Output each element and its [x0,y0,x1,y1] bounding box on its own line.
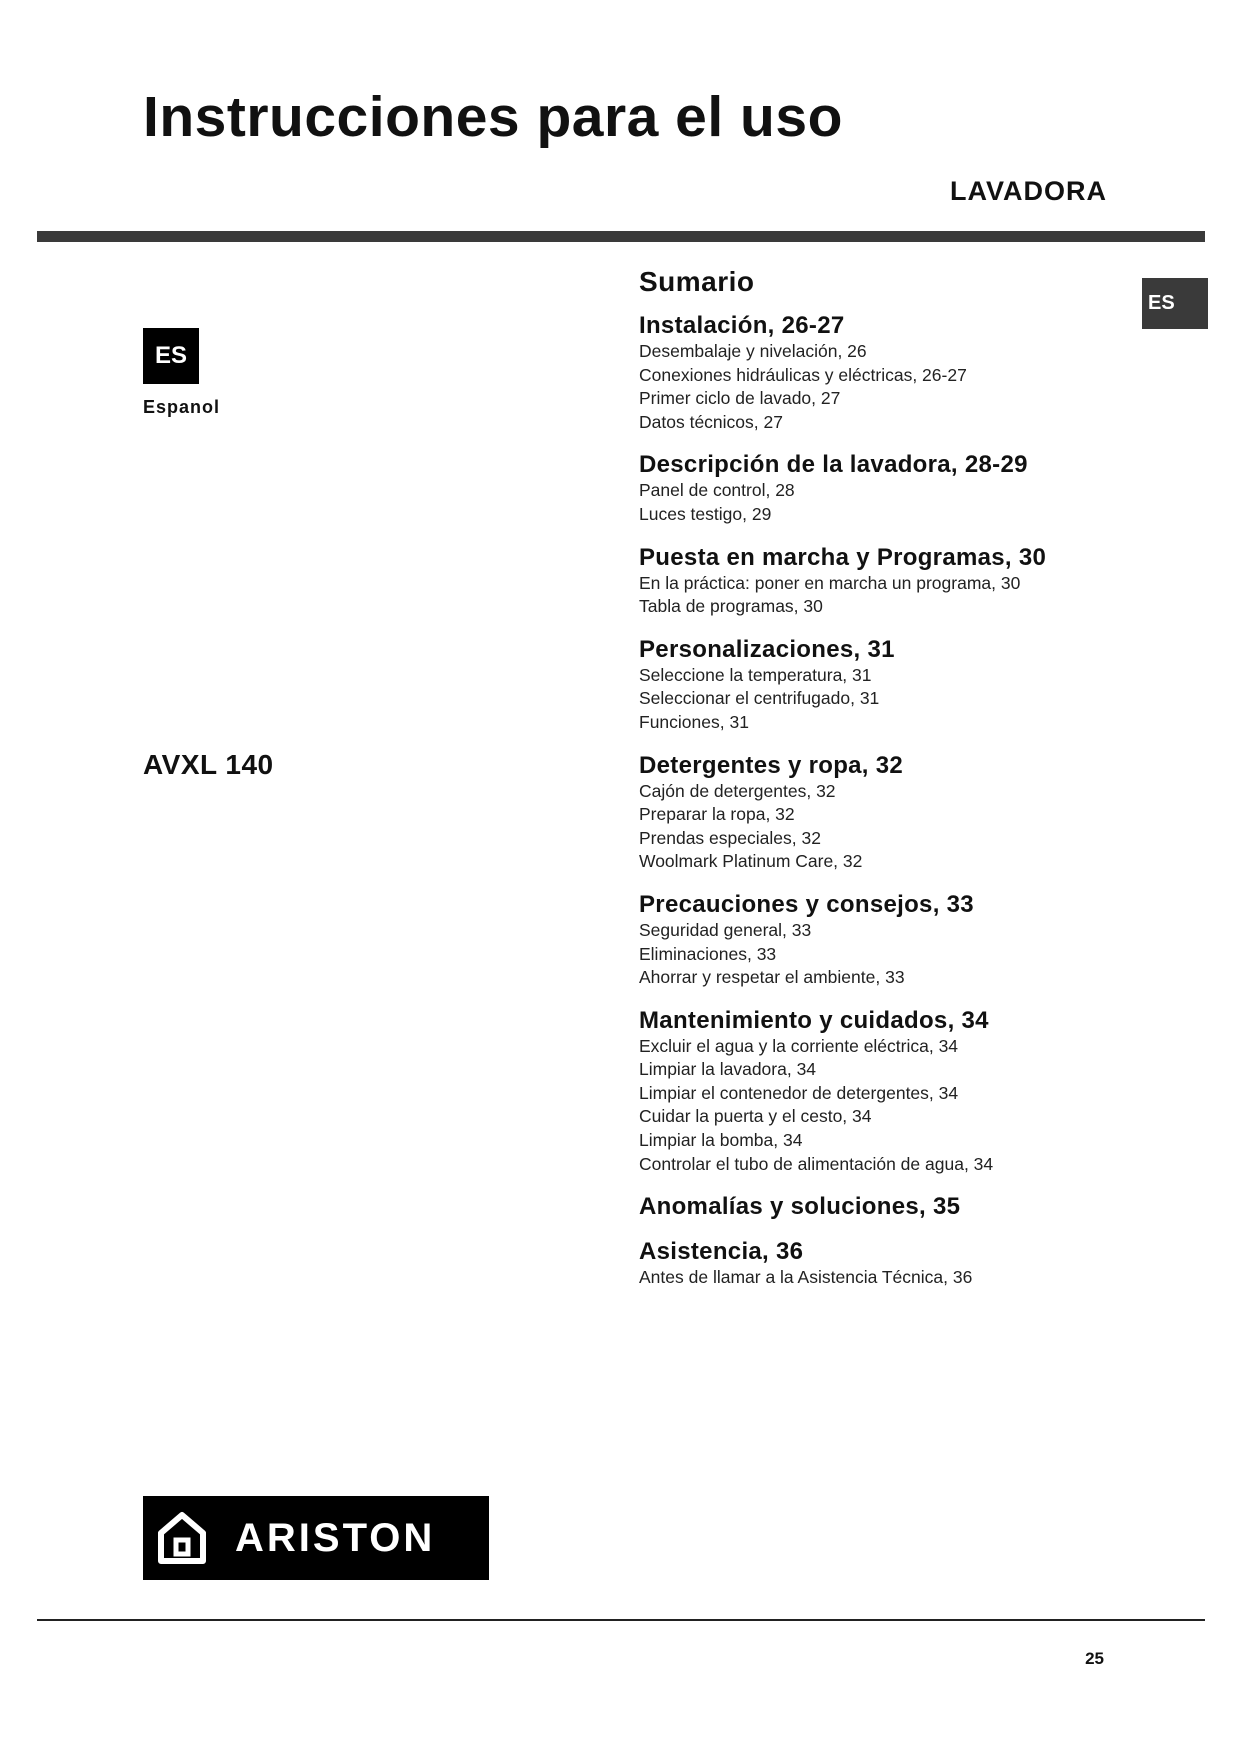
toc-item[interactable]: Cajón de detergentes, 32 [639,780,836,801]
toc-item[interactable]: Limpiar el contenedor de detergentes, 34 [639,1082,959,1103]
toc-section [639,312,1199,434]
toc-section [639,1193,1199,1221]
toc-sections [639,312,1199,1290]
brand-logo-text: ARISTON [235,1515,436,1560]
toc-section [639,451,1199,526]
product-type-label: LAVADORA [950,176,1107,206]
toc-item[interactable]: Ahorrar y respetar el ambiente, 33 [639,967,905,988]
toc-item[interactable]: Controlar el tubo de alimentación de agua, 34 [639,1153,994,1174]
page-number: 25 [1085,1649,1104,1668]
toc-item[interactable]: Seleccione la temperatura, 31 [639,664,872,685]
language-name: Espanol [143,397,221,417]
toc-item[interactable]: Desembalaje y nivelación, 26 [639,341,867,361]
toc-item[interactable]: Primer ciclo de lavado, 27 [639,388,841,409]
toc-heading[interactable]: Puesta en marcha y Programas, 30 [639,543,1047,571]
toc-item[interactable]: Conexiones hidráulicas y eléctricas, 26-27 [639,364,967,385]
toc-section [639,636,1199,735]
toc-item[interactable]: Funciones, 31 [639,711,749,732]
toc-section [639,1007,1199,1177]
footer-divider [37,1619,1205,1621]
toc-item[interactable]: Limpiar la lavadora, 34 [639,1059,817,1080]
toc-section [639,891,1199,990]
toc-heading[interactable]: Instalación, 26-27 [639,312,845,339]
language-badge: ES [143,328,199,384]
toc-section [639,752,1199,874]
toc-heading[interactable]: Asistencia, 36 [639,1238,804,1266]
house-logo-icon [157,1511,207,1565]
table-of-contents [639,266,1199,1307]
toc-section [639,544,1199,619]
toc-item[interactable]: Antes de llamar a la Asistencia Técnica, 36 [639,1267,973,1288]
toc-item[interactable]: Luces testigo, 29 [639,503,772,524]
toc-heading[interactable]: Precauciones y consejos, 33 [639,890,974,918]
toc-item[interactable]: Limpiar la bomba, 34 [639,1130,803,1151]
toc-item[interactable]: Seguridad general, 33 [639,919,812,940]
toc-item[interactable]: Datos técnicos, 27 [639,411,783,432]
toc-item[interactable]: Panel de control, 28 [639,480,795,501]
toc-item[interactable]: Eliminaciones, 33 [639,943,777,964]
toc-title: Sumario [639,266,755,297]
language-side-tab: ES [1142,278,1208,329]
page-title: Instrucciones para el uso [143,85,843,149]
toc-heading[interactable]: Personalizaciones, 31 [639,635,895,663]
model-name: AVXL 140 [143,749,274,780]
toc-item[interactable]: Seleccionar el centrifugado, 31 [639,688,880,709]
toc-heading[interactable]: Mantenimiento y cuidados, 34 [639,1006,989,1034]
toc-item[interactable]: Preparar la ropa, 32 [639,804,795,825]
toc-heading[interactable]: Descripción de la lavadora, 28-29 [639,451,1028,479]
toc-item[interactable]: Excluir el agua y la corriente eléctrica, 34 [639,1035,959,1056]
header-divider [37,231,1205,242]
toc-item[interactable]: Prendas especiales, 32 [639,827,821,848]
toc-item[interactable]: En la práctica: poner en marcha un programa, 30 [639,572,1021,593]
toc-item[interactable]: Cuidar la puerta y el cesto, 34 [639,1106,872,1127]
toc-section [639,1238,1199,1290]
toc-heading[interactable]: Detergentes y ropa, 32 [639,751,904,779]
toc-item[interactable]: Tabla de programas, 30 [639,596,823,617]
brand-logo [143,1496,489,1580]
toc-heading[interactable]: Anomalías y soluciones, 35 [639,1193,961,1221]
toc-item[interactable]: Woolmark Platinum Care, 32 [639,851,863,872]
